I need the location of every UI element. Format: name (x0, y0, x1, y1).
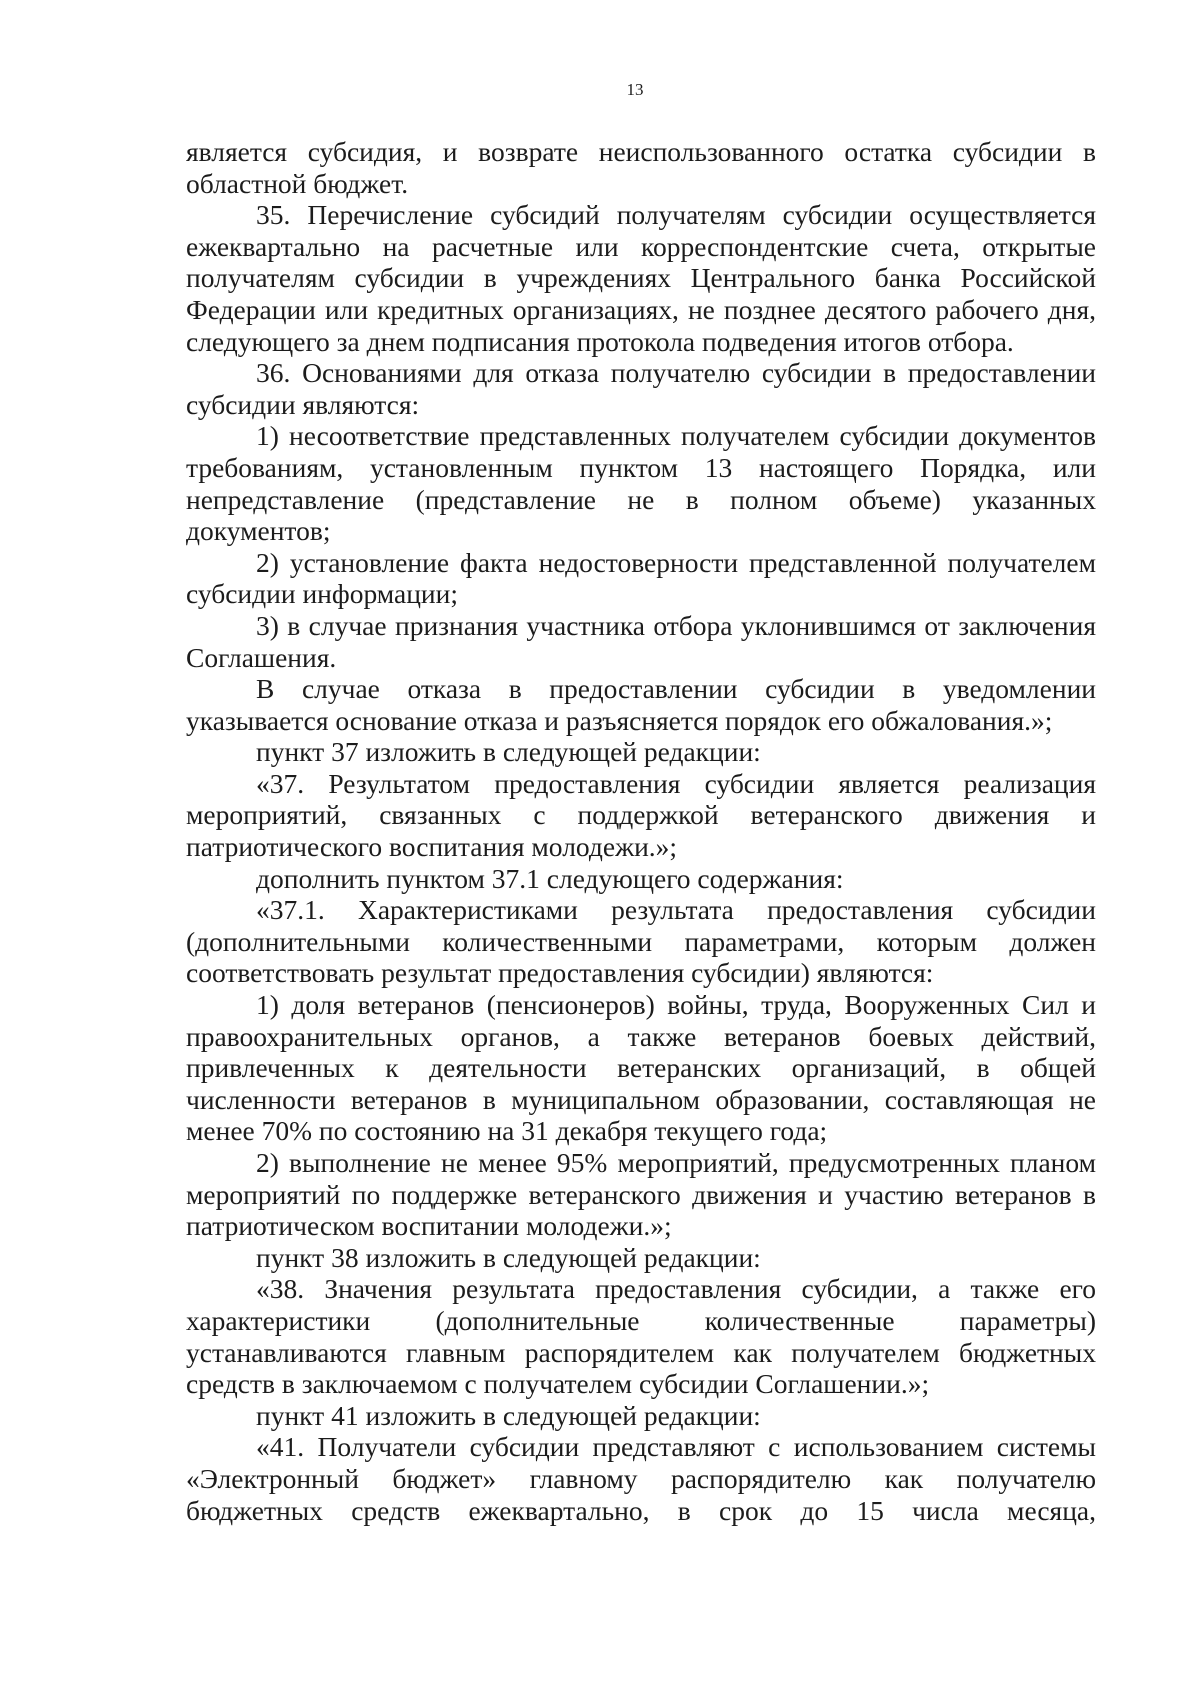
paragraph: «37. Результатом предоставления субсидии является реализация мероприятий, связанных с поддержкой ветеранского движения и патриотического воспитания молодежи.»; (186, 767, 1096, 863)
paragraph: 1) несоответствие представленных получателем субсидии документов требованиям, установленным пунктом 13 настоящего Порядка, или непредставление (представление не в полном объеме) указанных документов; (186, 420, 1096, 547)
paragraph: В случае отказа в предоставлении субсидии в уведомлении указывается основание отказа и разъясняется порядок его обжалования.»; (186, 673, 1096, 736)
paragraph: «38. Значения результата предоставления субсидии, а также его характеристики (дополнительные количественные параметры) устанавливаются главным распорядителем как получателем бюджетных средств в заключаемом с получателем субсидии Соглашении.»; (186, 1273, 1096, 1400)
paragraph: дополнить пунктом 37.1 следующего содержания: (256, 862, 844, 894)
paragraph: «41. Получатели субсидии представляют с использованием системы «Электронный бюджет» главному распорядителю как получателю бюджетных средств ежеквартально, в срок до 15 числа месяца, (186, 1431, 1096, 1526)
document-body (186, 136, 1096, 1526)
paragraph: 1) доля ветеранов (пенсионеров) войны, труда, Вооруженных Сил и правоохранительных органов, а также ветеранов боевых действий, привлеченных к деятельности ветеранских организаций, в общей численности ветеранов в муниципальном образовании, составляющая не менее 70% по состоянию на 31 декабря текущего года; (186, 989, 1096, 1147)
paragraph: 35. Перечисление субсидий получателям субсидии осуществляется ежеквартально на расчетные или корреспондентские счета, открытые получателям субсидии в учреждениях Центрального банка Российской Федерации или кредитных организациях, не позднее десятого рабочего дня, следующего за днем подписания протокола подведения итогов отбора. (186, 199, 1096, 357)
paragraph: 3) в случае признания участника отбора уклонившимся от заключения Соглашения. (186, 609, 1096, 673)
paragraph: 2) установление факта недостоверности представленной получателем субсидии информации; (186, 546, 1096, 610)
paragraph: пункт 37 изложить в следующей редакции: (256, 736, 761, 768)
paragraph: является субсидия, и возврате неиспользованного остатка субсидии в областной бюджет. (186, 136, 1096, 199)
paragraph: 36. Основаниями для отказа получателю субсидии в предоставлении субсидии являются: (186, 357, 1096, 420)
paragraph: 2) выполнение не менее 95% мероприятий, предусмотренных планом мероприятий по поддержке ветеранского движения и участию ветеранов в патриотическом воспитании молодежи.»; (186, 1147, 1096, 1242)
paragraph: пункт 38 изложить в следующей редакции: (256, 1241, 761, 1273)
paragraph: пункт 41 изложить в следующей редакции: (256, 1399, 761, 1431)
page-number: 13 (626, 80, 644, 99)
paragraph: «37.1. Характеристиками результата предоставления субсидии (дополнительными количественными параметрами, которым должен соответствовать результат предоставления субсидии) являются: (186, 894, 1096, 989)
